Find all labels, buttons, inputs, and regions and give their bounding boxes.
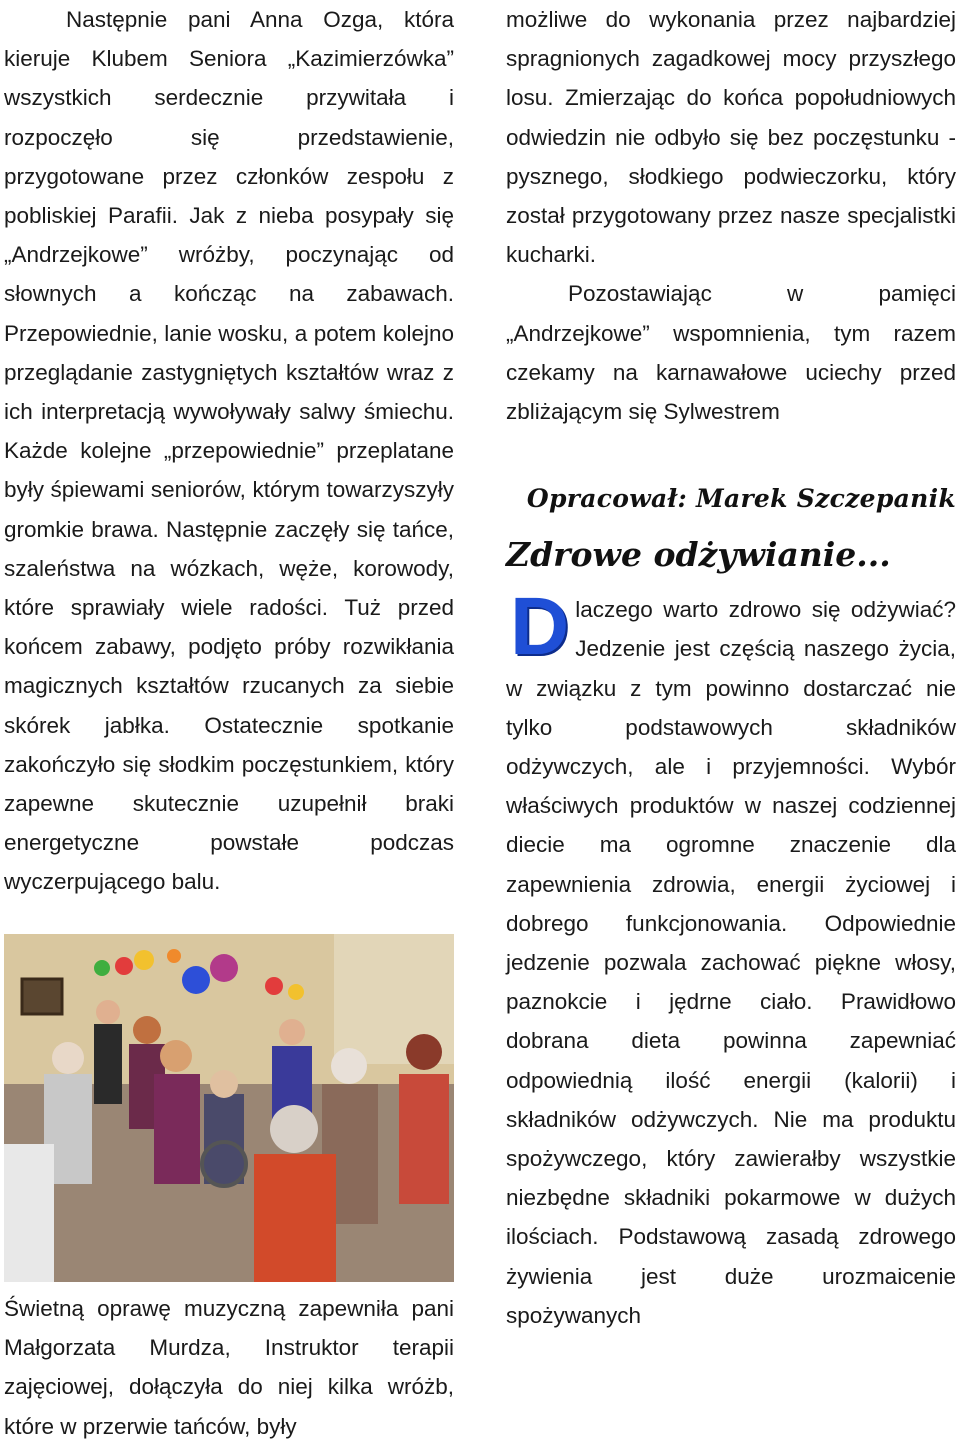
balloon	[182, 966, 210, 994]
balloon	[94, 960, 110, 976]
dance-party-photo	[4, 934, 454, 1282]
right-paragraph-2: Pozostawiając w pamięci „Andrzejkowe” wspomnienia, tym razem czekamy na karnawałowe uciechy przed zbliżającym się Sylwestrem	[506, 281, 956, 425]
balloon	[134, 950, 154, 970]
right-paragraph-3: laczego warto zdrowo się odżywiać?Jedzenie jest częścią naszego życia, w związku z tym powinno dostarczać nie tylko podstawowych składników odżywczych, ale i przyjemności. Wybór właściwych produktów w naszej codziennej diecie ma ogromne znaczenie dla zapewnienia zdrowia, energii życiowej i dobrego funkcjonowania. Odpowiednie jedzenie pozwala zachować piękne włosy, paznokcie i jędrne ciało. Prawidłowo dobrana dieta powinna zapewniać odpowiednią ilość energii (kalorii) i składników odżywczych. Nie ma produktu spożywczego, który zawierałby wszystkie niezbędne składniki pokarmowe w dużych ilościach. Podstawową zasadą zdrowego żywienia jest duże urozmaicenie spożywanych	[506, 597, 956, 1328]
balloon	[288, 984, 304, 1000]
right-paragraph-1: możliwe do wykonania przez najbardziej spragnionych zagadkowej mocy przyszłego losu. Zmierzając do końca popołudniowych odwiedzin nie odbyło się bez poczęstunku - pysznego, słodkiego podwieczorku, który został przygotowany przez nasze specjalistki kucharki.	[506, 7, 956, 268]
author-signature: Opracował: Marek Szczepanik	[526, 484, 956, 514]
left-paragraph-1: Następnie pani Anna Ozga, która kieruje Klubem Seniora „Kazimierzówka” wszystkich serdecznie przywitała i rozpoczęło się przedstawienie, przygotowane przez członków zespołu z pobliskiej Parafii. Jak z nieba posypały się „Andrzejkowe” wróżby, poczynając od słownych a kończąc na zabawach. Przepowiednie, lanie wosku, a potem kolejno przeglądanie zastygniętych kształtów wraz z ich interpretacją wywoływały salwy śmiechu. Każde kolejne „przepowiednie” przeplatane były śpiewami seniorów, którym towarzyszyły gromkie brawa. Następnie zaczęły się tańce, szaleństwa na wózkach, węże, korowody, które sprawiały wiele radości. Tuż przed końcem zabawy, podjęto próby rozwikłania magicznych kształtów rzucanych za siebie skórek jabłka. Ostatecznie spotkanie zakończyło się słodkim poczęstunkiem, który zapewne skutecznie uzupełnił braki energetyczne powstałe podczas wyczerpującego balu.	[4, 7, 454, 895]
photo-illustration	[4, 934, 454, 1282]
article-body	[506, 581, 956, 1335]
balloon	[265, 977, 283, 995]
balloon	[115, 957, 133, 975]
right-column	[506, 0, 956, 1335]
left-paragraph-2: Świetną oprawę muzyczną zapewniła pani Małgorzata Murdza, Instruktor terapii zajęciowej, dołączyła do niej kilka wróżb, które w przerwie tańców, były	[4, 1296, 454, 1439]
balloon	[210, 954, 238, 982]
balloon	[167, 949, 181, 963]
left-column-bottom	[4, 1289, 454, 1446]
left-column	[4, 0, 454, 902]
section-heading: Zdrowe odżywianie...	[506, 535, 891, 575]
photo-picture-frame	[22, 979, 62, 1014]
drop-cap-letter: D	[510, 581, 570, 673]
